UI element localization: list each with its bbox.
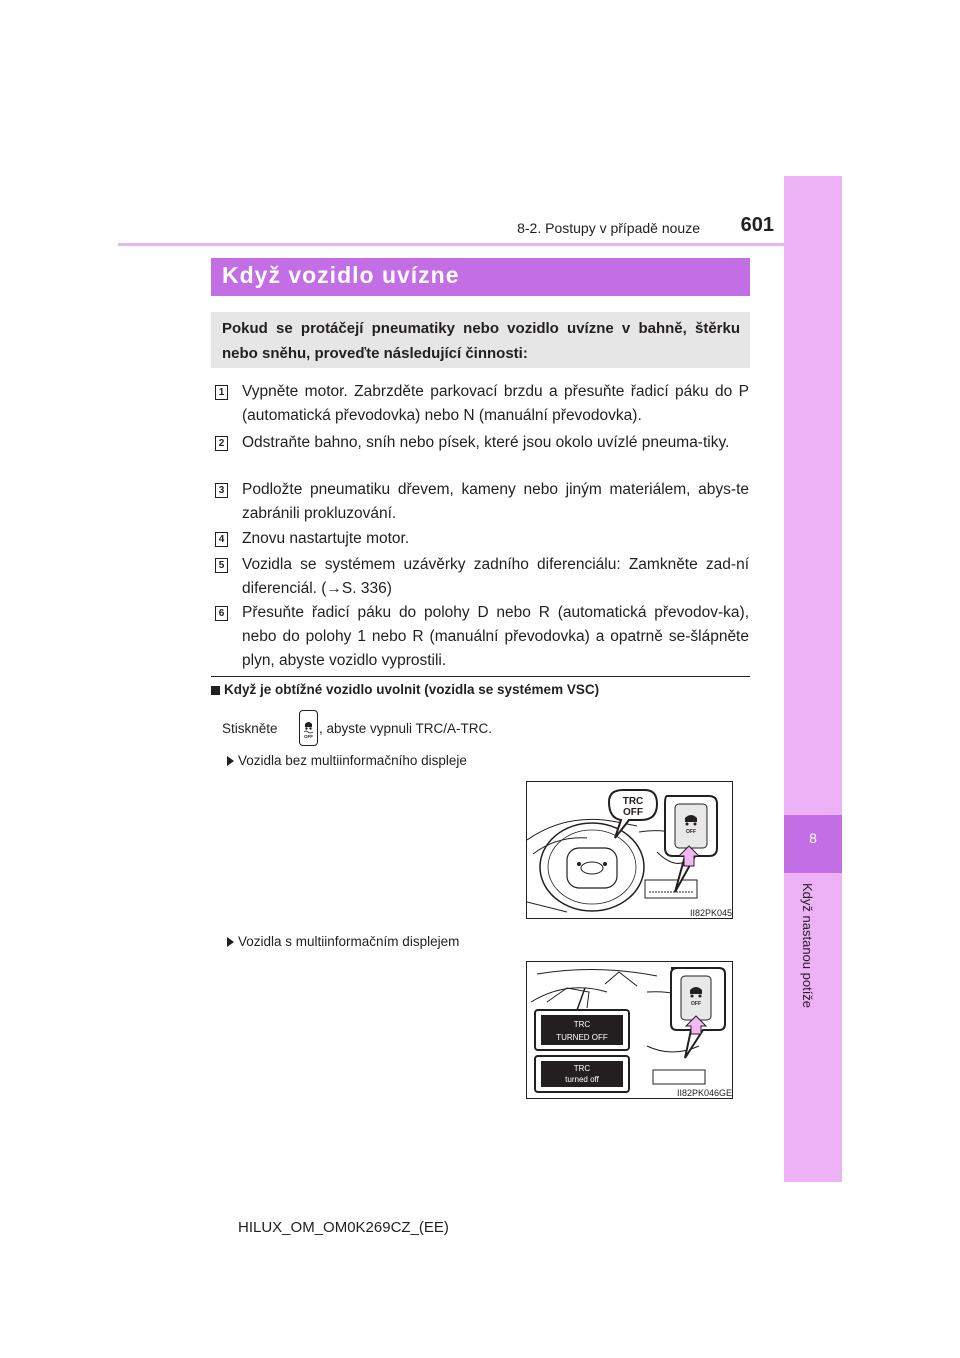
chapter-title-text: Když nastanou potíže — [800, 883, 815, 1009]
step-text: Podložte pneumatiku dřevem, kameny nebo jiným materiálem, abys-te zabránili prokluzování. — [242, 481, 749, 522]
triangle-bullet-icon — [227, 756, 234, 766]
switch-off-label: OFF — [686, 829, 696, 835]
variant-label: Vozidla bez multiinformačního displeje — [238, 753, 467, 768]
triangle-bullet-icon — [227, 937, 234, 947]
steps-divider — [211, 676, 750, 677]
figure-code: II82PK046GE — [677, 1088, 733, 1098]
switch-off-label: OFF — [304, 734, 313, 739]
page-number: 601 — [740, 214, 774, 236]
variant-label: Vozidla s multiinformačním displejem — [238, 934, 460, 949]
step-text: Znovu nastartujte motor. — [242, 530, 410, 547]
step-text: Odstraňte bahno, sníh nebo písek, které jsou okolo uvízlé pneuma-tiky. — [242, 434, 730, 451]
step-number: 1 — [215, 385, 228, 400]
dashboard-illustration-2 — [526, 961, 733, 1099]
step-text: Vozidla se systémem uzávěrky zadního diferenciálu: Zamkněte zad-ní diferenciál. (→S. 336) — [242, 556, 749, 597]
step-number: 4 — [215, 532, 228, 547]
mid-display-line2: TURNED OFF — [556, 1033, 608, 1042]
section-title: Když vozidlo uvízne — [222, 262, 460, 288]
step-number: 5 — [215, 558, 228, 573]
document-code-footer: HILUX_OM_OM0K269CZ_(EE) — [238, 1219, 449, 1236]
intro-text: Pokud se protáčejí pneumatiky nebo vozidlo uvízne v bahně, štěrku nebo sněhu, proveďte následující činnosti: — [222, 320, 740, 362]
running-header-section: 8-2. Postupy v případě nouze — [517, 220, 700, 236]
press-instruction-end: , abyste vypnuli TRC/A-TRC. — [319, 721, 493, 736]
mid-display-line4: turned off — [565, 1075, 599, 1084]
header-rule — [118, 243, 784, 246]
step-number: 6 — [215, 606, 228, 621]
step-number: 3 — [215, 483, 228, 498]
switch-off-label: OFF — [691, 1001, 701, 1007]
note-square-icon — [211, 686, 220, 695]
chapter-title-vertical — [800, 883, 824, 1043]
note-heading: Když je obtížné vozidlo uvolnit (vozidla se systémem VSC) — [224, 682, 600, 697]
step-text: Vypněte motor. Zabrzděte parkovací brzdu a přesuňte řadicí páku do P (automatická převodovka) nebo N (manuální převodovka). — [242, 383, 749, 424]
mid-display-line1: TRC — [573, 1020, 591, 1029]
trc-indicator-line1: TRC — [622, 796, 644, 807]
step-text: Přesuňte řadicí páku do polohy D nebo R (automatická převodov-ka), nebo do polohy 1 nebo R (manuální převodovka) a opatrně se-šlápněte plyn, abyste vozidlo vyprostili. — [242, 604, 749, 669]
mid-display-line3: TRC — [573, 1064, 591, 1073]
step-number: 2 — [215, 436, 228, 451]
vsc-off-switch-icon — [299, 710, 318, 746]
dashboard-illustration-1 — [526, 781, 733, 919]
trc-indicator-line2: OFF — [623, 807, 643, 818]
chapter-number: 8 — [809, 830, 817, 846]
figure-code: II82PK045 — [690, 908, 733, 918]
press-instruction-start: Stiskněte — [222, 721, 278, 736]
